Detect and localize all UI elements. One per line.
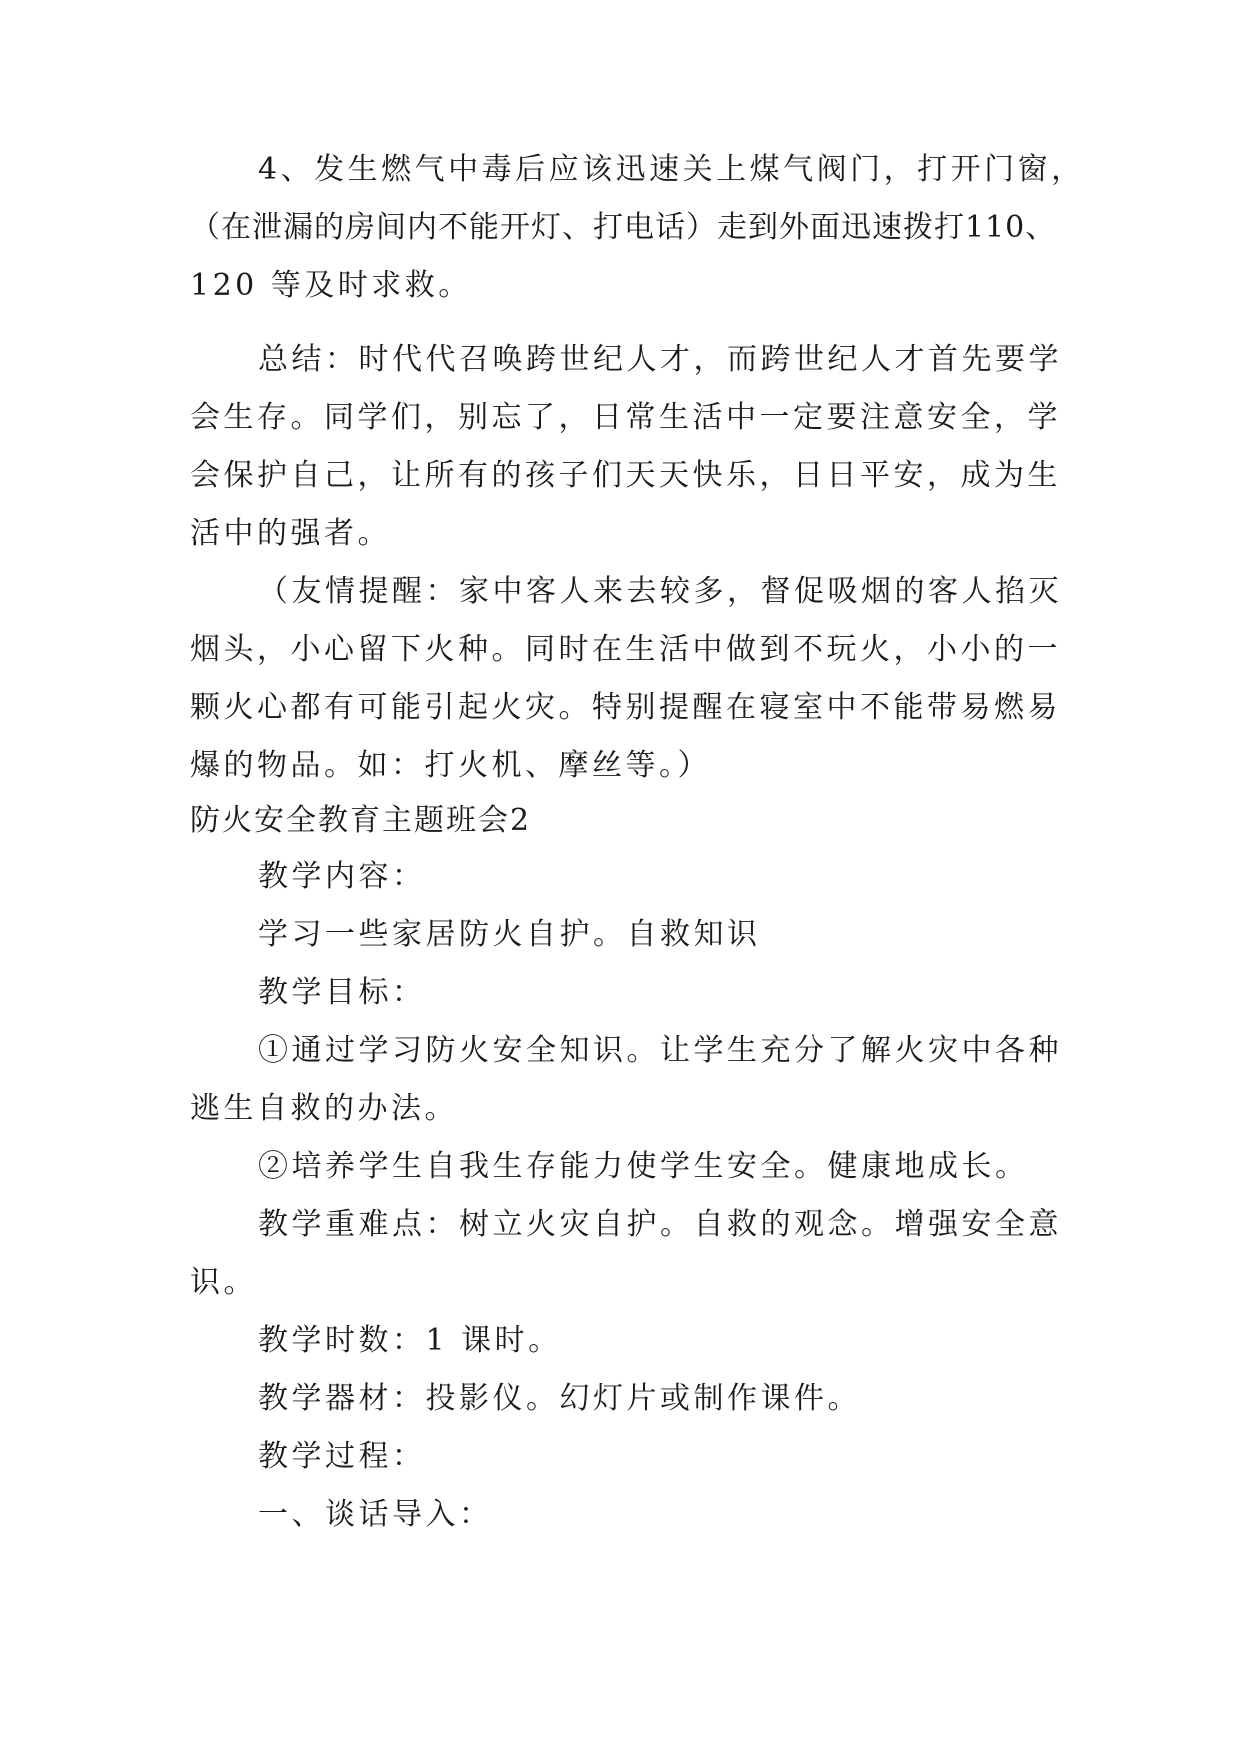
paragraph-line: 爆的物品。如：打火机、摩丝等。） (190, 748, 711, 783)
paragraph-line: （在泄漏的房间内不能开灯、打电话）走到外面迅速拨打110、 (190, 210, 1057, 245)
paragraph-line: 会保护自己，让所有的孩子们天天快乐，日日平安，成为生 (190, 458, 1061, 493)
paragraph-line: 颗火心都有可能引起火灾。特别提醒在寝室中不能带易燃易 (190, 690, 1061, 725)
paragraph-line: 烟头，小心留下火种。同时在生活中做到不玩火，小小的一 (190, 632, 1061, 667)
paragraph-line: 教学器材：投影仪。幻灯片或制作课件。 (258, 1381, 861, 1416)
paragraph-line: 120 等及时求救。 (190, 268, 472, 303)
paragraph-line: 教学内容： (258, 859, 426, 894)
paragraph-line: 4、发生燃气中毒后应该迅速关上煤气阀门，打开门窗， (258, 152, 1085, 187)
paragraph-line: 学习一些家居防火自护。自救知识 (258, 917, 761, 952)
paragraph-line: ①通过学习防火安全知识。让学生充分了解火灾中各种 (258, 1033, 1062, 1068)
paragraph-line: 教学时数：1 课时。 (258, 1323, 562, 1358)
paragraph-line: 识。 (190, 1265, 257, 1300)
paragraph-line: 活中的强者。 (190, 516, 391, 551)
section-title: 防火安全教育主题班会2 (190, 803, 532, 838)
paragraph-line: 总结：时代代召唤跨世纪人才，而跨世纪人才首先要学 (258, 342, 1062, 377)
paragraph-line: 教学重难点：树立火灾自护。自救的观念。增强安全意 (258, 1207, 1062, 1242)
paragraph-line: 一、谈话导入： (258, 1497, 493, 1532)
paragraph-line: 逃生自救的办法。 (190, 1091, 458, 1126)
paragraph-line: ②培养学生自我生存能力使学生安全。健康地成长。 (258, 1149, 1029, 1184)
paragraph-line: 教学过程： (258, 1439, 426, 1474)
paragraph-line: 会生存。同学们，别忘了，日常生活中一定要注意安全，学 (190, 400, 1061, 435)
paragraph-line: （友情提醒：家中客人来去较多，督促吸烟的客人掐灭 (258, 574, 1062, 609)
paragraph-line: 教学目标： (258, 975, 426, 1010)
